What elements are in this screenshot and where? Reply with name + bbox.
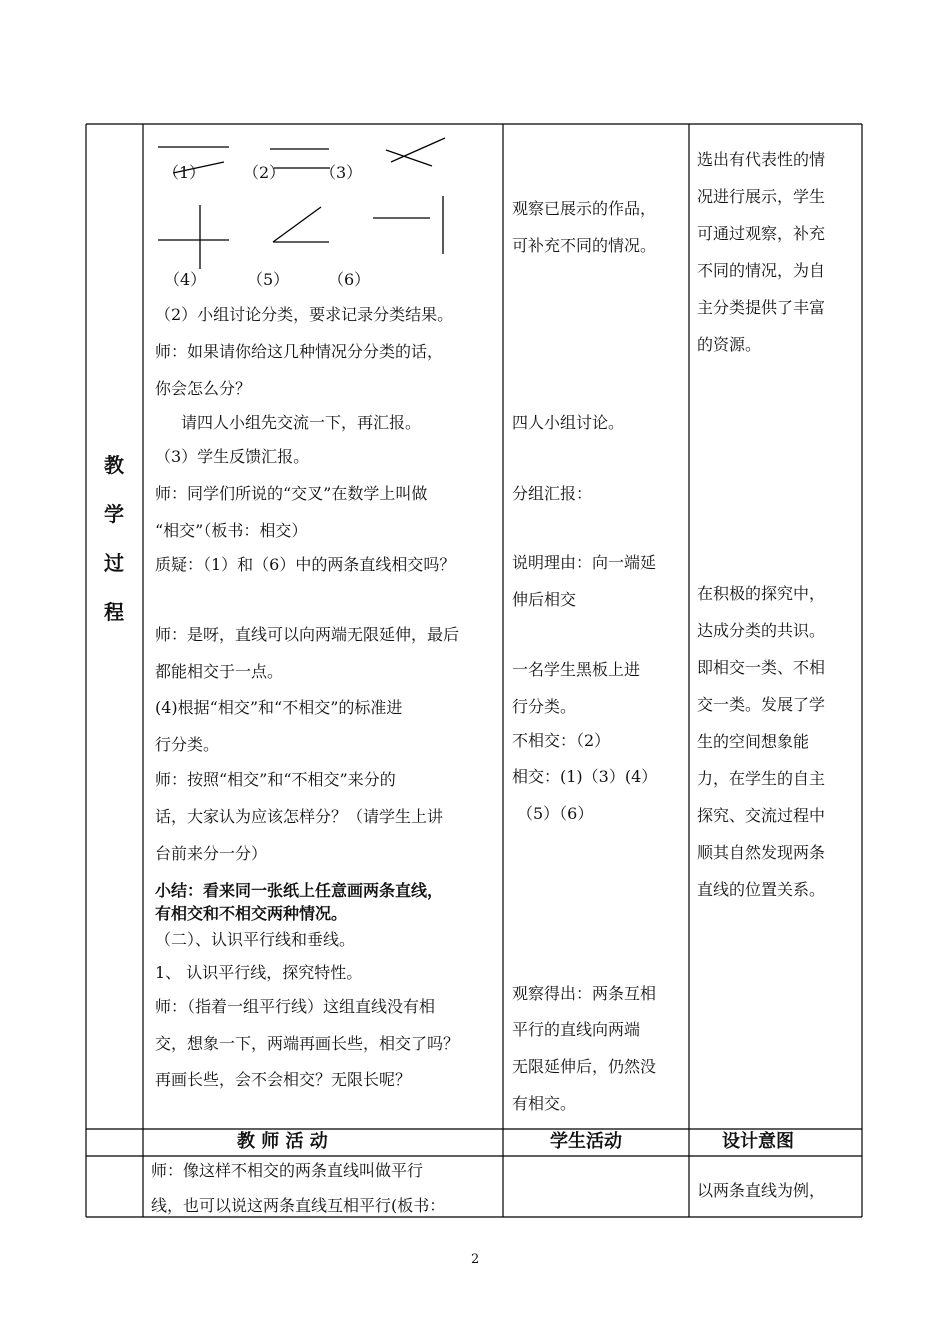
intent-line: 交一类。发展了学 [697, 695, 826, 714]
summary-line: 小结：看来同一张纸上任意画两条直线， [155, 881, 444, 900]
teacher-line: 师：（指着一组平行线）这组直线没有相 [155, 997, 436, 1016]
teacher-line: （3）学生反馈汇报。 [155, 447, 310, 466]
intent-line: 选出有代表性的情 [697, 150, 826, 169]
intent-line: 顺其自然发现两条 [697, 843, 826, 862]
header-design-intent: 设计意图 [722, 1131, 794, 1152]
intent-line: 生的空间想象能 [697, 732, 810, 751]
student-line: 分组汇报： [512, 484, 593, 503]
teacher-line: 师：像这样不相交的两条直线叫做平行 [151, 1161, 424, 1180]
student-line: 无限延伸后，仍然没 [512, 1057, 657, 1076]
figure-label: （2） [243, 163, 286, 182]
figure-label: （6） [328, 270, 371, 289]
figure-label: （4） [164, 270, 207, 289]
teacher-line: 交，想象一下，两端再画长些，相交了吗？ [155, 1034, 460, 1053]
teacher-line: 1、 认识平行线，探究特性。 [155, 963, 363, 982]
teacher-line: “相交”（板书：相交） [155, 521, 308, 540]
teacher-line: 师：是呀，直线可以向两端无限延伸，最后 [155, 625, 460, 644]
student-line: 不相交：（2） [512, 731, 611, 750]
header-student-activity: 学生活动 [550, 1131, 622, 1152]
teacher-line: 质疑：（1）和（6）中的两条直线相交吗？ [155, 555, 456, 574]
student-line: 可补充不同的情况。 [512, 236, 657, 255]
intent-line: 即相交一类、不相 [697, 658, 826, 677]
teacher-line: 师：按照“相交”和“不相交”来分的 [155, 770, 396, 789]
figure-label: （5） [247, 270, 290, 289]
side-label-char: 过 [104, 551, 124, 575]
side-label-char: 学 [104, 502, 124, 526]
side-label-char: 教 [104, 453, 124, 477]
teacher-line: 行分类。 [155, 735, 220, 754]
teacher-line: 再画长些，会不会相交？无限长呢？ [155, 1070, 412, 1089]
header-teacher-activity: 教 师 活 动 [237, 1131, 328, 1152]
intent-line: 在积极的探究中， [697, 584, 826, 603]
teacher-line: 都能相交于一点。 [155, 662, 284, 681]
intent-line: 直线的位置关系。 [697, 880, 826, 899]
student-line: 说明理由：向一端延 [512, 553, 657, 572]
intent-line: 况进行展示，学生 [697, 187, 826, 206]
teacher-line: （2）小组讨论分类，要求记录分类结果。 [155, 305, 454, 324]
side-label-char: 程 [104, 600, 124, 624]
page-number: 2 [471, 1252, 480, 1267]
line-figures [158, 138, 445, 269]
figure-label: （1） [163, 163, 206, 182]
student-line: 伸后相交 [512, 590, 577, 609]
student-line: 一名学生黑板上进 [512, 660, 641, 679]
intent-line: 主分类提供了丰富 [697, 298, 826, 317]
intent-line: 的资源。 [697, 335, 762, 354]
student-line: 相交：(1)（3）(4） [512, 767, 658, 786]
intent-line: 力，在学生的自主 [697, 769, 826, 788]
teacher-line: 你会怎么分？ [155, 379, 252, 398]
section-heading: （二）、认识平行线和垂线。 [155, 930, 356, 949]
intent-line: 不同的情况，为自 [697, 261, 826, 280]
student-line: 四人小组讨论。 [512, 413, 625, 432]
teacher-line: 台前来分一分） [155, 844, 268, 863]
teacher-line: 师：同学们所说的“交叉”在数学上叫做 [155, 484, 428, 503]
intent-line: 以两条直线为例， [697, 1181, 826, 1200]
intent-line: 达成分类的共识。 [697, 621, 826, 640]
student-line: 有相交。 [512, 1094, 577, 1113]
student-line: 观察已展示的作品， [512, 199, 657, 218]
teacher-line: (4)根据“相交”和“不相交”的标准进 [155, 698, 403, 717]
student-line: 行分类。 [512, 697, 577, 716]
intent-line: 可通过观察，补充 [697, 224, 826, 243]
teacher-line: 请四人小组先交流一下，再汇报。 [181, 413, 422, 432]
intent-line: 探究、交流过程中 [697, 806, 826, 825]
summary-line: 有相交和不相交两种情况。 [155, 904, 348, 923]
teacher-line: 话，大家认为应该怎样分？（请学生上讲 [155, 807, 444, 826]
figure-label: （3） [320, 163, 363, 182]
teacher-line: 线，也可以说这两条直线互相平行(板书： [151, 1196, 446, 1215]
student-line: 观察得出：两条互相 [512, 984, 657, 1003]
teacher-line: 师：如果请你给这几种情况分分类的话， [155, 342, 444, 361]
student-line: （5）（6） [517, 804, 594, 823]
student-line: 平行的直线向两端 [512, 1020, 641, 1039]
